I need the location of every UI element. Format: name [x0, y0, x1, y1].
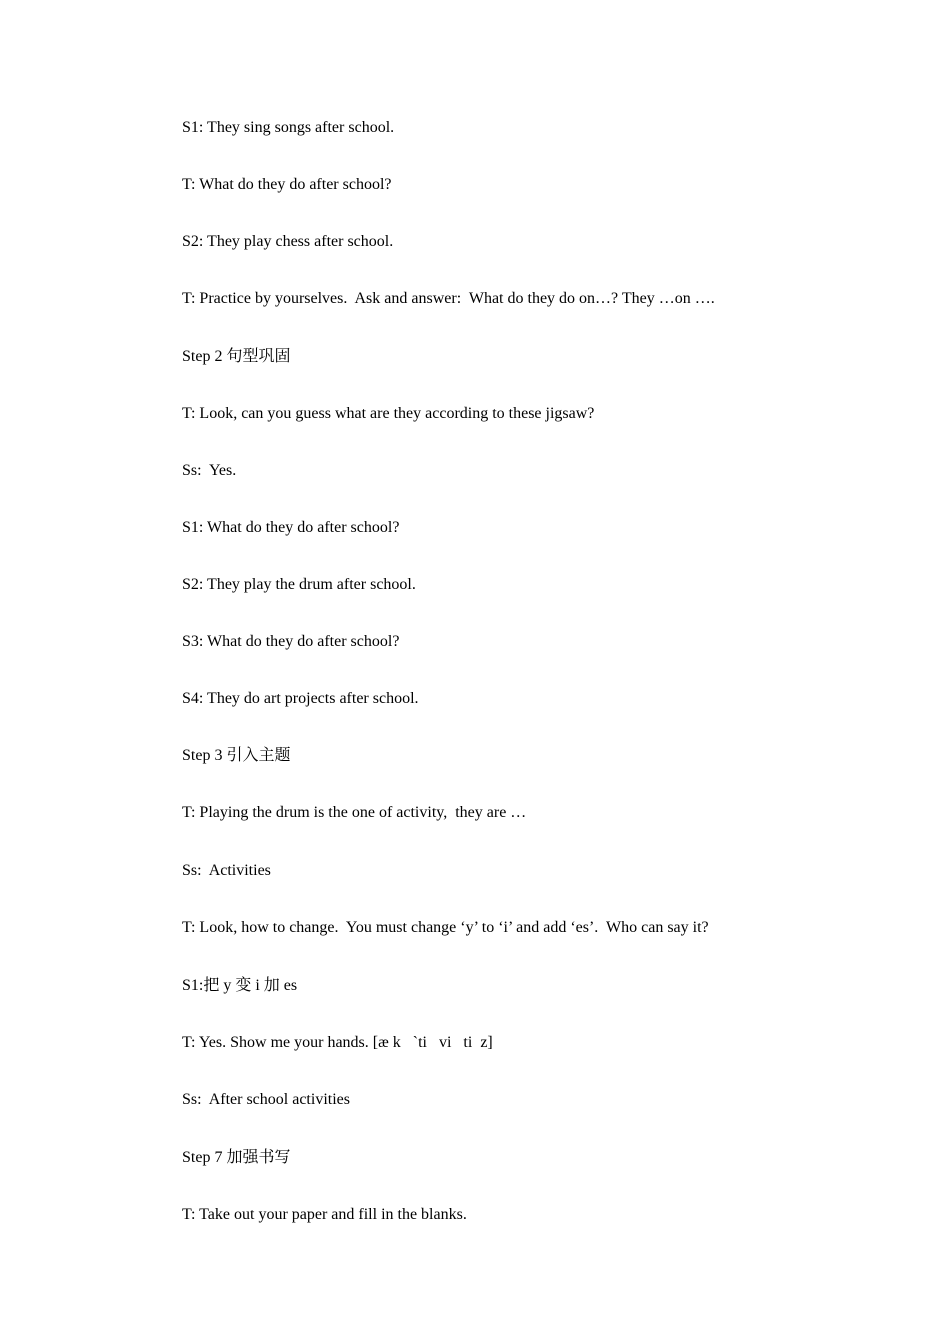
dialogue-line: Ss: Activities: [182, 862, 271, 879]
dialogue-line: Ss: Yes.: [182, 462, 237, 479]
dialogue-line: T: Take out your paper and fill in the blanks.: [182, 1206, 467, 1223]
dialogue-line: S3: What do they do after school?: [182, 633, 400, 650]
dialogue-line: T: Look, how to change. You must change ‘y’ to ‘i’ and add ‘es’. Who can say it?: [182, 919, 709, 936]
dialogue-line: T: What do they do after school?: [182, 176, 392, 193]
dialogue-line: T: Look, can you guess what are they according to these jigsaw?: [182, 405, 595, 422]
dialogue-line: S1:把 y 变 i 加 es: [182, 977, 298, 994]
step-heading: Step 2 句型巩固: [182, 348, 291, 365]
dialogue-line: S1: What do they do after school?: [182, 519, 400, 536]
dialogue-line: T: Yes. Show me your hands. [æ k `ti vi ti z]: [182, 1034, 493, 1051]
step-heading: Step 7 加强书写: [182, 1149, 291, 1166]
step-heading: Step 3 引入主题: [182, 747, 291, 764]
dialogue-line: S2: They play chess after school.: [182, 233, 394, 250]
dialogue-line: S2: They play the drum after school.: [182, 576, 416, 593]
dialogue-line: T: Practice by yourselves. Ask and answer: What do they do on…? They …on ….: [182, 290, 715, 307]
dialogue-line: T: Playing the drum is the one of activity, they are …: [182, 804, 527, 821]
dialogue-line: Ss: After school activities: [182, 1091, 350, 1108]
dialogue-line: S1: They sing songs after school.: [182, 119, 395, 136]
dialogue-line: S4: They do art projects after school.: [182, 690, 419, 707]
